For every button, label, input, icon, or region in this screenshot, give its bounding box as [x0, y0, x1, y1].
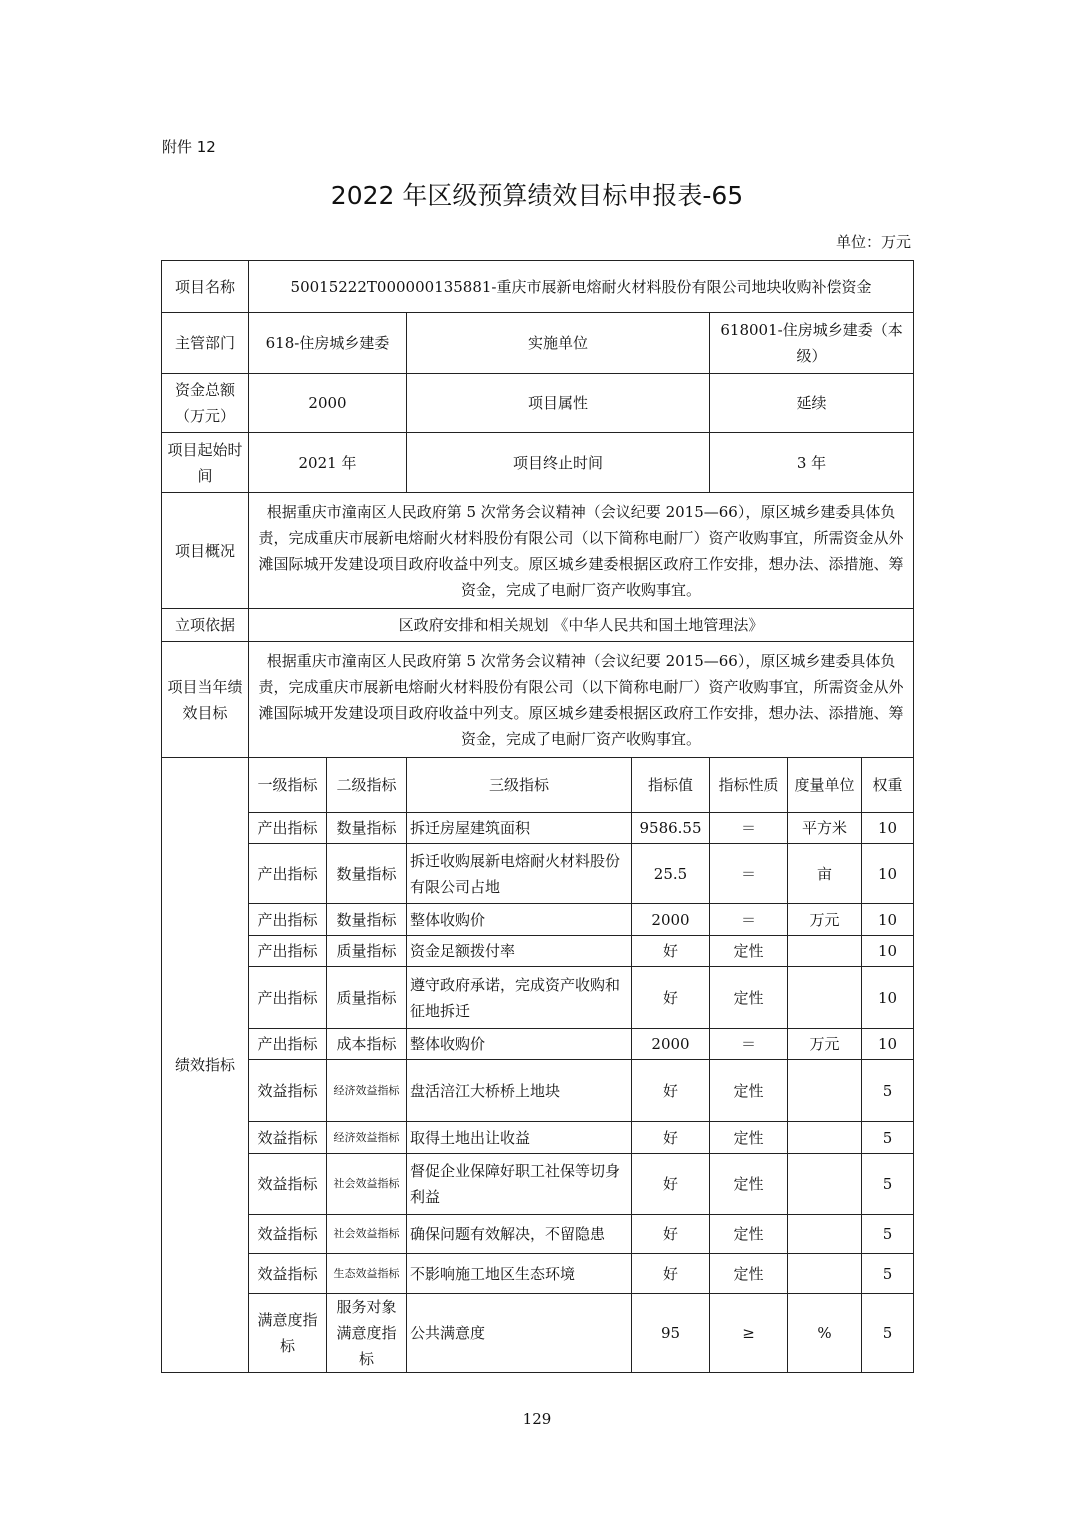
indicator-level3: 拆迁房屋建筑面积 — [407, 813, 632, 844]
header-level3: 三级指标 — [407, 758, 632, 813]
indicator-weight: 10 — [862, 844, 914, 904]
indicator-unit — [788, 1122, 862, 1154]
budget-performance-table — [161, 260, 914, 1373]
end-value: 3 年 — [710, 433, 914, 493]
indicator-level2: 经济效益指标 — [327, 1060, 407, 1122]
indicator-header-row — [162, 758, 914, 813]
indicator-level2: 经济效益指标 — [327, 1122, 407, 1154]
indicator-value: 好 — [632, 1060, 710, 1122]
indicator-level1: 产出指标 — [249, 844, 327, 904]
indicator-weight: 5 — [862, 1294, 914, 1373]
indicator-weight: 5 — [862, 1060, 914, 1122]
row-project-name — [162, 261, 914, 313]
row-overview — [162, 493, 914, 609]
indicator-value: 好 — [632, 1215, 710, 1254]
indicator-weight: 10 — [862, 967, 914, 1029]
fund-value: 2000 — [249, 374, 407, 433]
indicator-level3: 督促企业保障好职工社保等切身利益 — [407, 1154, 632, 1215]
indicator-row — [162, 1215, 914, 1254]
indicator-level3: 遵守政府承诺，完成资产收购和征地拆迁 — [407, 967, 632, 1029]
row-time — [162, 433, 914, 493]
indicator-value: 95 — [632, 1294, 710, 1373]
indicator-nature: ＝ — [710, 844, 788, 904]
overview-value: 根据重庆市潼南区人民政府第 5 次常务会议精神（会议纪要 2015—66），原区城乡建委具体负责，完成重庆市展新电熔耐火材料股份有限公司（以下简称电耐厂）资产收购事宜，所需资金从外滩国际城开发建设项目政府收益中列支。原区城乡建委根据区政府工作安排，想办法、添措施、筹资金，完成了电耐厂资产收购事宜。 — [249, 493, 914, 609]
indicator-level2: 质量指标 — [327, 967, 407, 1029]
basis-value: 区政府安排和相关规划 《中华人民共和国土地管理法》 — [249, 609, 914, 642]
indicator-unit — [788, 936, 862, 967]
indicator-level2: 数量指标 — [327, 904, 407, 936]
indicator-level1: 效益指标 — [249, 1215, 327, 1254]
indicator-nature: 定性 — [710, 1254, 788, 1294]
indicator-weight: 5 — [862, 1215, 914, 1254]
indicator-row — [162, 967, 914, 1029]
indicator-nature: ＝ — [710, 813, 788, 844]
indicator-value: 25.5 — [632, 844, 710, 904]
indicator-row — [162, 1029, 914, 1060]
indicator-unit — [788, 1154, 862, 1215]
project-name-label: 项目名称 — [162, 261, 249, 313]
start-value: 2021 年 — [249, 433, 407, 493]
indicators-section-label: 绩效指标 — [162, 758, 249, 1373]
indicator-level3: 不影响施工地区生态环境 — [407, 1254, 632, 1294]
indicator-value: 2000 — [632, 904, 710, 936]
indicator-weight: 10 — [862, 936, 914, 967]
indicator-nature: 定性 — [710, 967, 788, 1029]
indicator-value: 好 — [632, 967, 710, 1029]
indicator-level1: 效益指标 — [249, 1060, 327, 1122]
indicator-value: 好 — [632, 1254, 710, 1294]
goal-value: 根据重庆市潼南区人民政府第 5 次常务会议精神（会议纪要 2015—66），原区城乡建委具体负责，完成重庆市展新电熔耐火材料股份有限公司（以下简称电耐厂）资产收购事宜，所需资金从外滩国际城开发建设项目政府收益中列支。原区城乡建委根据区政府工作安排，想办法、添措施、筹资金，完成了电耐厂资产收购事宜。 — [249, 642, 914, 758]
indicator-unit — [788, 1254, 862, 1294]
indicator-level1: 满意度指标 — [249, 1294, 327, 1373]
overview-label: 项目概况 — [162, 493, 249, 609]
indicator-level2: 数量指标 — [327, 844, 407, 904]
indicator-nature: ≥ — [710, 1294, 788, 1373]
indicator-row — [162, 1254, 914, 1294]
header-level1: 一级指标 — [249, 758, 327, 813]
indicator-row — [162, 1060, 914, 1122]
fund-label: 资金总额（万元） — [162, 374, 249, 433]
indicator-level2: 生态效益指标 — [327, 1254, 407, 1294]
indicator-unit — [788, 1060, 862, 1122]
indicator-level2: 质量指标 — [327, 936, 407, 967]
header-value: 指标值 — [632, 758, 710, 813]
indicator-level3: 拆迁收购展新电熔耐火材料股份有限公司占地 — [407, 844, 632, 904]
indicator-nature: 定性 — [710, 1122, 788, 1154]
indicator-unit: 亩 — [788, 844, 862, 904]
start-label: 项目起始时间 — [162, 433, 249, 493]
dept-value: 618-住房城乡建委 — [249, 313, 407, 374]
indicator-row — [162, 844, 914, 904]
dept-label: 主管部门 — [162, 313, 249, 374]
indicator-weight: 10 — [862, 904, 914, 936]
indicator-row — [162, 1122, 914, 1154]
indicator-level2: 数量指标 — [327, 813, 407, 844]
indicator-level3: 盘活涪江大桥桥上地块 — [407, 1060, 632, 1122]
indicator-level2: 成本指标 — [327, 1029, 407, 1060]
indicator-unit: 万元 — [788, 904, 862, 936]
indicator-level1: 效益指标 — [249, 1254, 327, 1294]
indicator-level2: 社会效益指标 — [327, 1154, 407, 1215]
indicator-level3: 资金足额拨付率 — [407, 936, 632, 967]
indicator-weight: 5 — [862, 1154, 914, 1215]
page-title: 2022 年区级预算绩效目标申报表-65 — [330, 181, 744, 210]
indicator-nature: 定性 — [710, 1215, 788, 1254]
row-goal — [162, 642, 914, 758]
indicator-nature: 定性 — [710, 936, 788, 967]
indicator-value: 9586.55 — [632, 813, 710, 844]
indicator-unit: 万元 — [788, 1029, 862, 1060]
project-name-value: 50015222T000000135881-重庆市展新电熔耐火材料股份有限公司地块收购补偿资金 — [249, 261, 914, 313]
indicator-unit: 平方米 — [788, 813, 862, 844]
indicator-nature: ＝ — [710, 1029, 788, 1060]
indicator-row — [162, 936, 914, 967]
indicator-weight: 10 — [862, 813, 914, 844]
indicator-level1: 产出指标 — [249, 904, 327, 936]
indicator-row — [162, 813, 914, 844]
indicator-level1: 产出指标 — [249, 967, 327, 1029]
indicator-value: 好 — [632, 1154, 710, 1215]
indicator-nature: 定性 — [710, 1154, 788, 1215]
indicator-level1: 效益指标 — [249, 1154, 327, 1215]
header-level2: 二级指标 — [327, 758, 407, 813]
indicator-value: 好 — [632, 936, 710, 967]
indicator-value: 2000 — [632, 1029, 710, 1060]
page-number: 129 — [522, 1410, 552, 1428]
attachment-label: 附件 12 — [162, 138, 216, 156]
indicator-level1: 产出指标 — [249, 936, 327, 967]
indicator-nature: 定性 — [710, 1060, 788, 1122]
row-basis — [162, 609, 914, 642]
indicator-weight: 10 — [862, 1029, 914, 1060]
indicator-level1: 产出指标 — [249, 1029, 327, 1060]
indicator-level3: 整体收购价 — [407, 1029, 632, 1060]
row-fund — [162, 374, 914, 433]
indicator-unit — [788, 967, 862, 1029]
indicator-level2: 社会效益指标 — [327, 1215, 407, 1254]
indicator-level2: 服务对象满意度指标 — [327, 1294, 407, 1373]
indicator-level1: 产出指标 — [249, 813, 327, 844]
indicator-level3: 确保问题有效解决，不留隐患 — [407, 1215, 632, 1254]
attr-label: 项目属性 — [407, 374, 710, 433]
indicator-row — [162, 1154, 914, 1215]
row-department — [162, 313, 914, 374]
goal-label: 项目当年绩效目标 — [162, 642, 249, 758]
indicator-level3: 公共满意度 — [407, 1294, 632, 1373]
indicator-unit — [788, 1215, 862, 1254]
indicator-level3: 取得土地出让收益 — [407, 1122, 632, 1154]
indicator-nature: ＝ — [710, 904, 788, 936]
indicator-level3: 整体收购价 — [407, 904, 632, 936]
indicator-unit: % — [788, 1294, 862, 1373]
indicator-value: 好 — [632, 1122, 710, 1154]
attr-value: 延续 — [710, 374, 914, 433]
indicator-weight: 5 — [862, 1122, 914, 1154]
impl-label: 实施单位 — [407, 313, 710, 374]
impl-value: 618001-住房城乡建委（本级） — [710, 313, 914, 374]
indicator-row — [162, 1294, 914, 1373]
header-weight: 权重 — [862, 758, 914, 813]
end-label: 项目终止时间 — [407, 433, 710, 493]
indicator-weight: 5 — [862, 1254, 914, 1294]
basis-label: 立项依据 — [162, 609, 249, 642]
indicator-row — [162, 904, 914, 936]
unit-label: 单位：万元 — [835, 233, 911, 251]
header-nature: 指标性质 — [710, 758, 788, 813]
header-unit: 度量单位 — [788, 758, 862, 813]
indicator-level1: 效益指标 — [249, 1122, 327, 1154]
